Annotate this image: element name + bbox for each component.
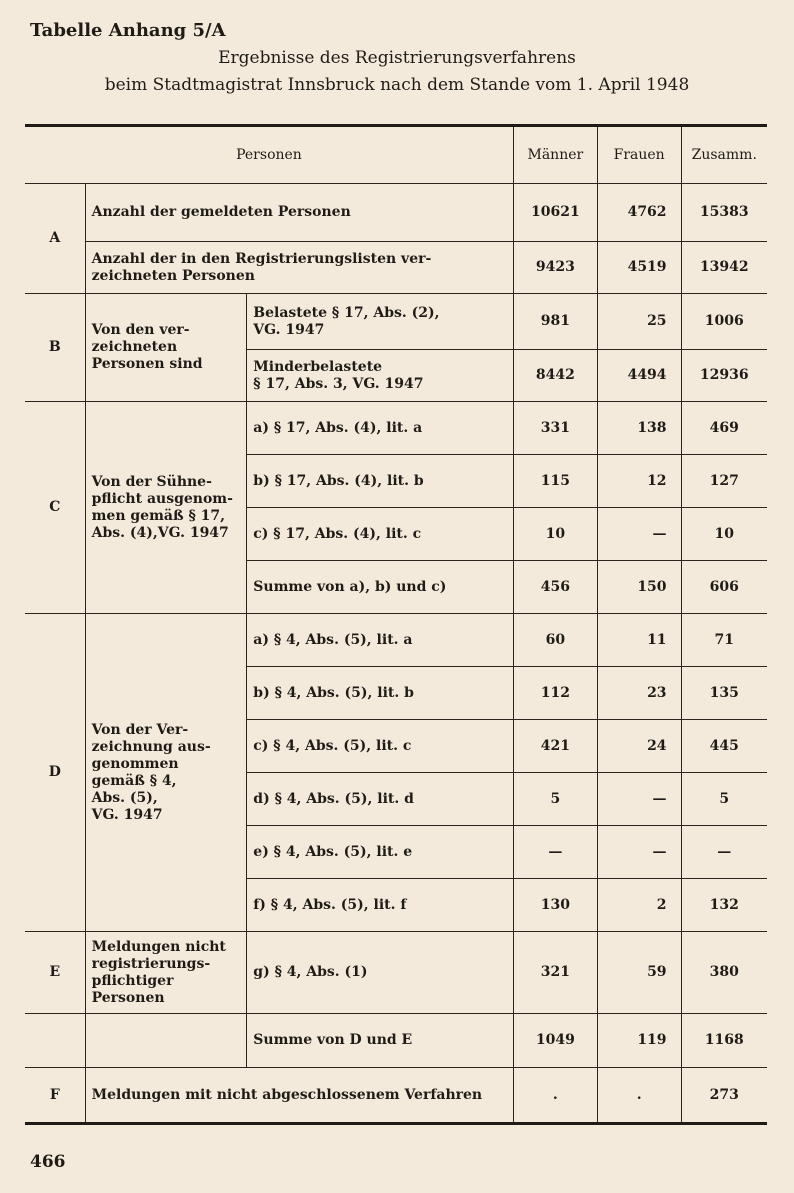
cell-zusammen: 10 xyxy=(681,508,767,561)
header-zusammen: Zusamm. xyxy=(681,126,767,184)
cell-maenner: 115 xyxy=(513,455,597,508)
row-label: f) § 4, Abs. (5), lit. f xyxy=(247,879,514,932)
cell-maenner: 1049 xyxy=(513,1014,597,1068)
row-label: Anzahl der in den Registrierungslisten ver- zeichneten Personen xyxy=(85,242,513,294)
cell-frauen: 2 xyxy=(597,879,681,932)
table-reference: Tabelle Anhang 5/A xyxy=(30,20,226,41)
row-label: d) § 4, Abs. (5), lit. d xyxy=(247,773,514,826)
row-label: Belastete § 17, Abs. (2), VG. 1947 xyxy=(247,294,514,350)
cell-maenner: 10621 xyxy=(513,184,597,242)
row-label: b) § 4, Abs. (5), lit. b xyxy=(247,667,514,720)
table-row xyxy=(25,402,767,455)
page-title-line-1: Ergebnisse des Registrierungsverfahrens xyxy=(218,48,576,68)
cell-frauen: — xyxy=(597,773,681,826)
cell-zusammen: 273 xyxy=(681,1068,767,1124)
cell-frauen: 59 xyxy=(597,932,681,1014)
row-label: e) § 4, Abs. (5), lit. e xyxy=(247,826,514,879)
cell-maenner: 5 xyxy=(513,773,597,826)
cell-zusammen: 127 xyxy=(681,455,767,508)
cell-maenner: 421 xyxy=(513,720,597,773)
page-title-line-2: beim Stadtmagistrat Innsbruck nach dem Stande vom 1. April 1948 xyxy=(104,75,690,95)
cell-zusammen: 5 xyxy=(681,773,767,826)
table-row xyxy=(25,932,767,1014)
cell-frauen: — xyxy=(597,508,681,561)
cell-maenner: 456 xyxy=(513,561,597,614)
cell-frauen: 4519 xyxy=(597,242,681,294)
group-label-a: A xyxy=(25,184,85,294)
group-description-e: Meldungen nicht registrierungs- pflichtiger Personen xyxy=(85,932,247,1014)
cell-frauen: 25 xyxy=(597,294,681,350)
group-description-b: Von den ver- zeichneten Personen sind xyxy=(85,294,247,402)
cell-frauen: 24 xyxy=(597,720,681,773)
row-label: Minderbelastete § 17, Abs. 3, VG. 1947 xyxy=(247,350,514,402)
row-label: c) § 4, Abs. (5), lit. c xyxy=(247,720,514,773)
cell-maenner: — xyxy=(513,826,597,879)
cell-zusammen: 15383 xyxy=(681,184,767,242)
header-personen: Personen xyxy=(25,126,513,184)
cell-maenner: 10 xyxy=(513,508,597,561)
cell-frauen: 150 xyxy=(597,561,681,614)
cell-zusammen: 445 xyxy=(681,720,767,773)
cell-maenner: 112 xyxy=(513,667,597,720)
row-label: Meldungen mit nicht abgeschlossenem Verfahren xyxy=(85,1068,513,1124)
cell-maenner: 130 xyxy=(513,879,597,932)
cell-zusammen: 1168 xyxy=(681,1014,767,1068)
cell-maenner: 331 xyxy=(513,402,597,455)
row-label: Anzahl der gemeldeten Personen xyxy=(85,184,513,242)
page-number: 466 xyxy=(30,1152,66,1172)
cell-frauen: 4494 xyxy=(597,350,681,402)
cell-maenner: . xyxy=(513,1068,597,1124)
table-header-row xyxy=(25,126,767,184)
cell-zusammen: — xyxy=(681,826,767,879)
cell-maenner: 8442 xyxy=(513,350,597,402)
row-label: g) § 4, Abs. (1) xyxy=(247,932,514,1014)
group-label-b: B xyxy=(25,294,85,402)
cell-zusammen: 132 xyxy=(681,879,767,932)
cell-frauen: 138 xyxy=(597,402,681,455)
cell-frauen: 4762 xyxy=(597,184,681,242)
cell-frauen: 23 xyxy=(597,667,681,720)
header-maenner: Männer xyxy=(513,126,597,184)
empty-cell xyxy=(85,1014,247,1068)
cell-zusammen: 71 xyxy=(681,614,767,667)
row-label: a) § 17, Abs. (4), lit. a xyxy=(247,402,514,455)
group-label-f: F xyxy=(25,1068,85,1124)
cell-zusammen: 12936 xyxy=(681,350,767,402)
table-row xyxy=(25,184,767,242)
group-description-c: Von der Sühne- pflicht ausgenom- men gemäß § 17, Abs. (4),VG. 1947 xyxy=(85,402,247,614)
table-row xyxy=(25,1068,767,1124)
cell-zusammen: 469 xyxy=(681,402,767,455)
group-label-d: D xyxy=(25,614,85,932)
cell-frauen: 12 xyxy=(597,455,681,508)
cell-zusammen: 606 xyxy=(681,561,767,614)
row-label: b) § 17, Abs. (4), lit. b xyxy=(247,455,514,508)
cell-frauen: — xyxy=(597,826,681,879)
row-label: c) § 17, Abs. (4), lit. c xyxy=(247,508,514,561)
cell-frauen: 11 xyxy=(597,614,681,667)
cell-frauen: 119 xyxy=(597,1014,681,1068)
table-row xyxy=(25,614,767,667)
cell-frauen: . xyxy=(597,1068,681,1124)
group-label-e: E xyxy=(25,932,85,1014)
registration-results-table xyxy=(25,124,767,1125)
cell-zusammen: 13942 xyxy=(681,242,767,294)
row-label: Summe von a), b) und c) xyxy=(247,561,514,614)
group-label-c: C xyxy=(25,402,85,614)
row-label: Summe von D und E xyxy=(247,1014,514,1068)
header-frauen: Frauen xyxy=(597,126,681,184)
empty-cell xyxy=(25,1014,85,1068)
table-row xyxy=(25,294,767,350)
group-description-d: Von der Ver- zeichnung aus- genommen gemäß § 4, Abs. (5), VG. 1947 xyxy=(85,614,247,932)
cell-maenner: 321 xyxy=(513,932,597,1014)
cell-maenner: 981 xyxy=(513,294,597,350)
cell-maenner: 60 xyxy=(513,614,597,667)
table-row-sum xyxy=(25,1014,767,1068)
cell-zusammen: 380 xyxy=(681,932,767,1014)
cell-zusammen: 135 xyxy=(681,667,767,720)
row-label: a) § 4, Abs. (5), lit. a xyxy=(247,614,514,667)
table-row xyxy=(25,242,767,294)
cell-zusammen: 1006 xyxy=(681,294,767,350)
cell-maenner: 9423 xyxy=(513,242,597,294)
